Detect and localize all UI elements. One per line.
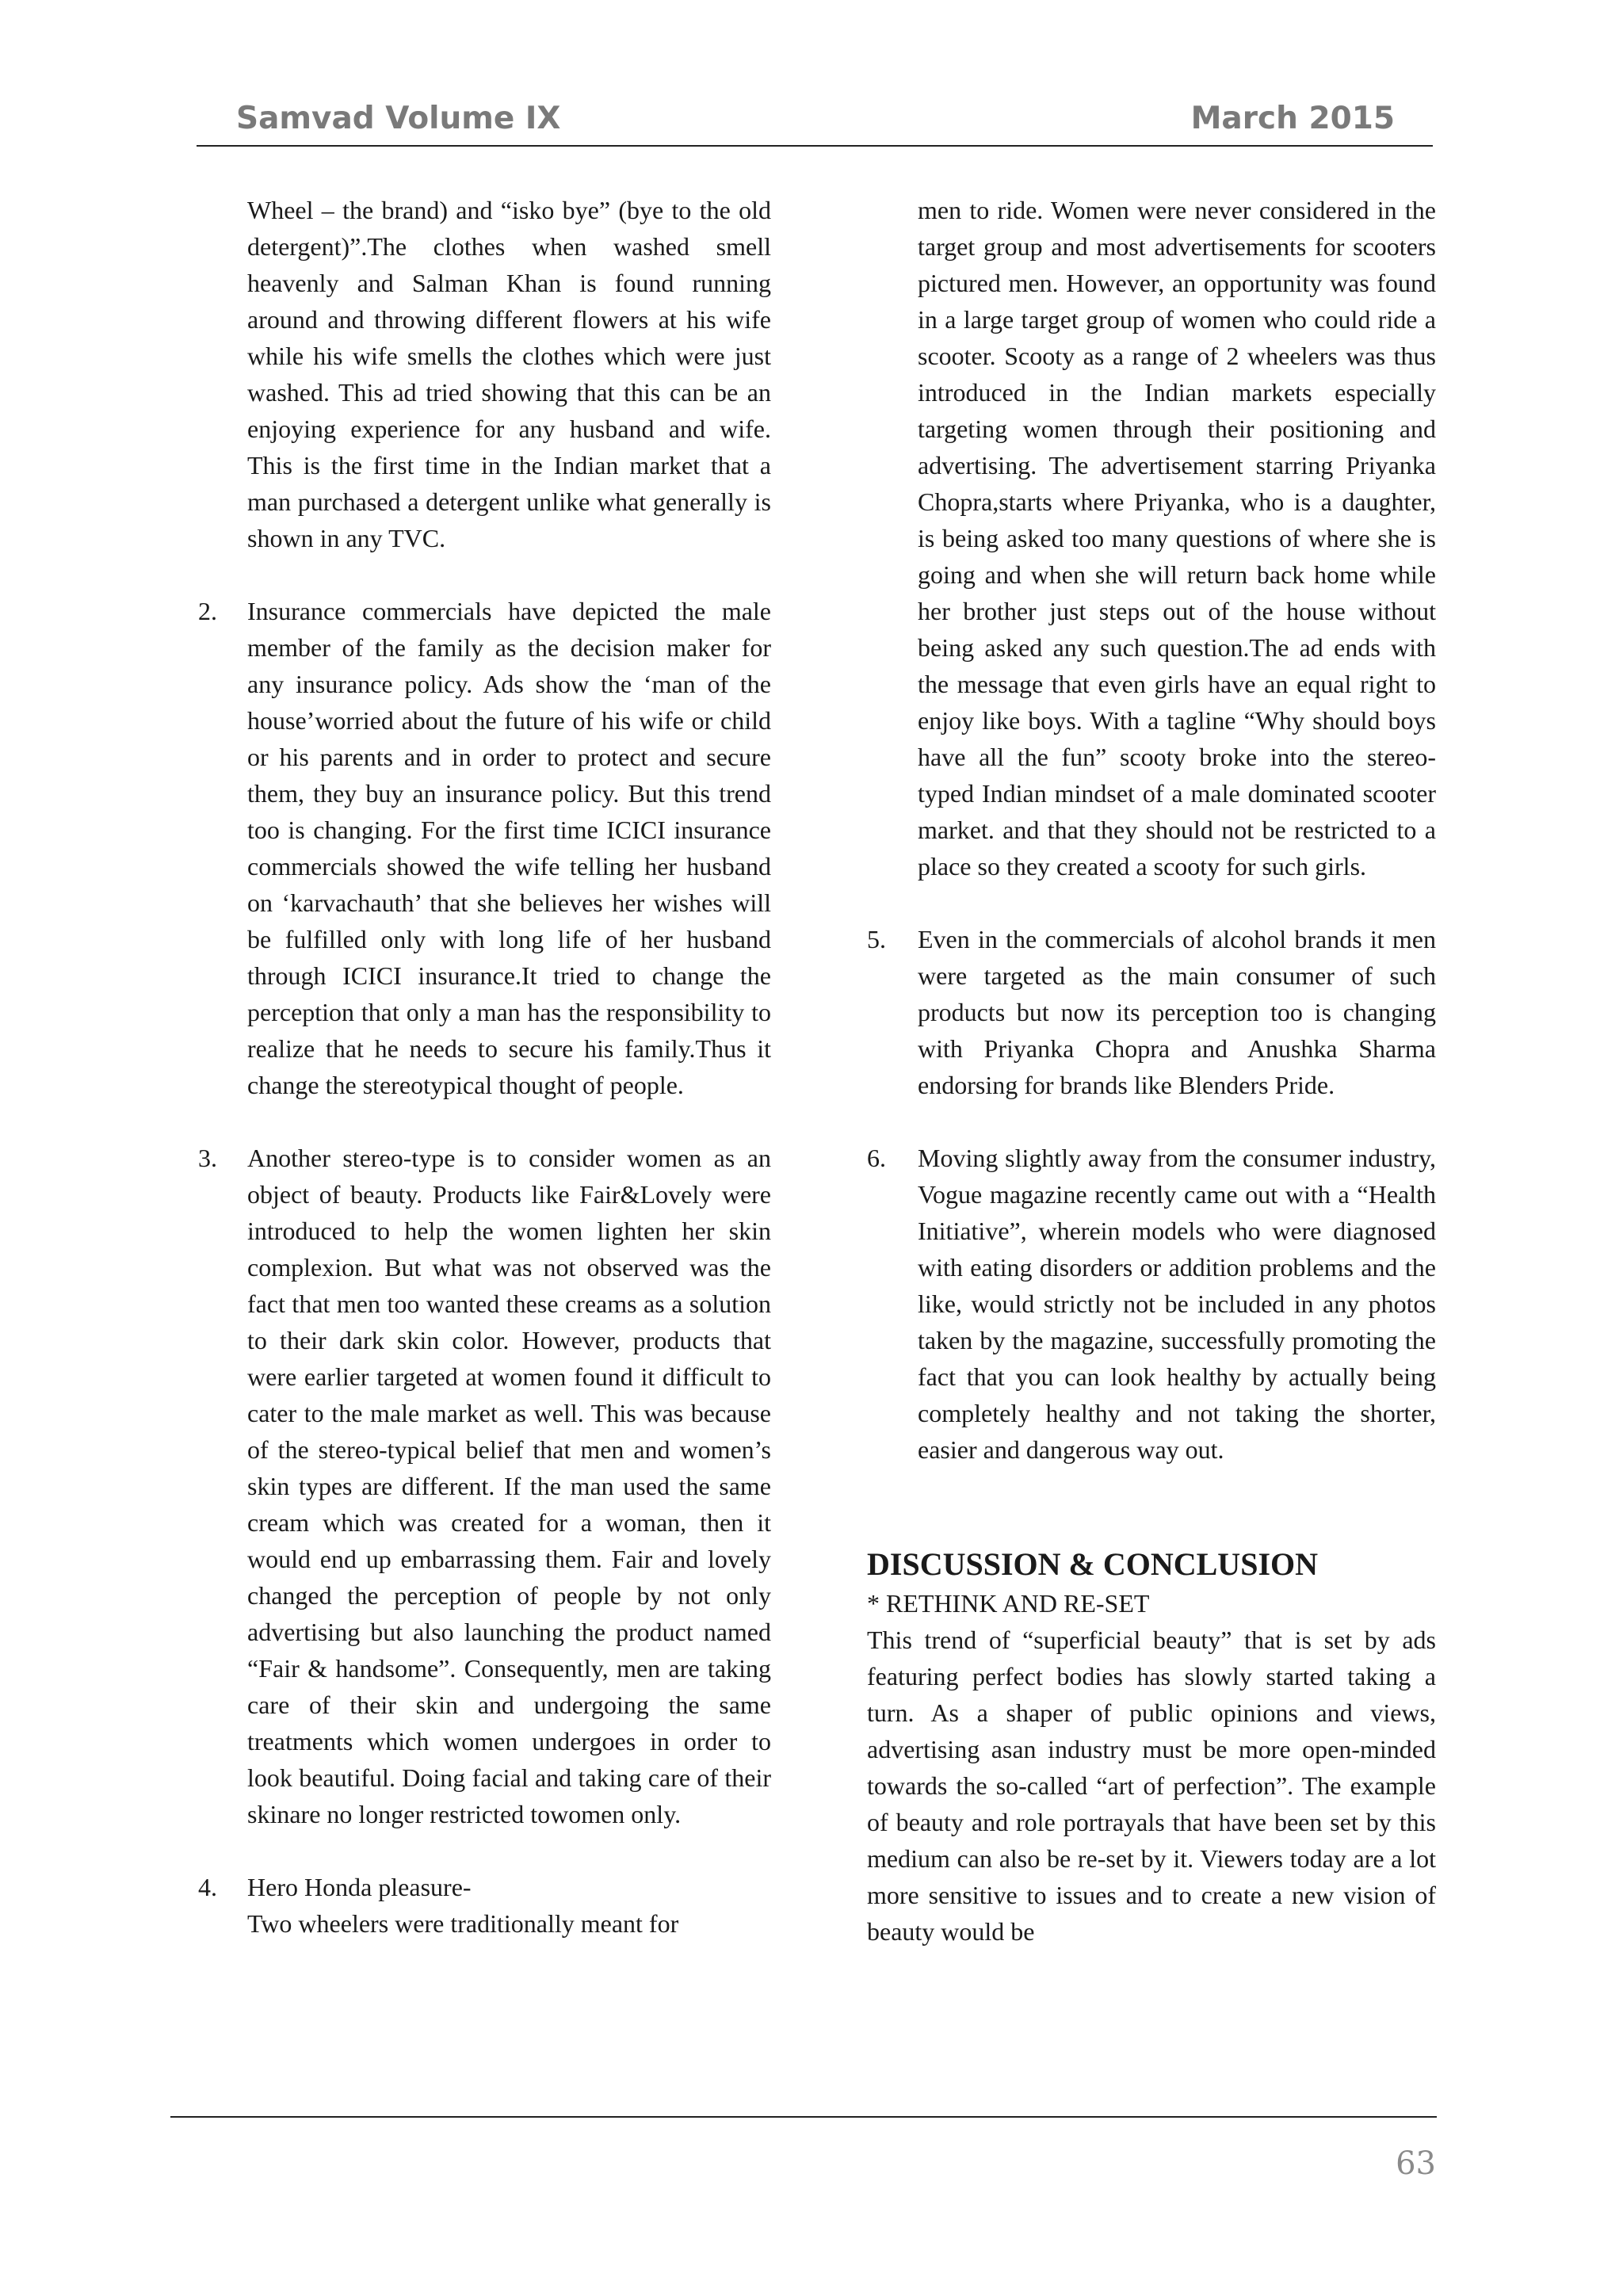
page-number: 63: [1396, 2145, 1436, 2182]
list-item-6: [867, 1140, 1436, 1468]
list-item-text: Insurance commercials have depicted the male member of the family as the decision maker for any insurance policy. Ads show the ‘man of the house’worried about the future of his wife or child or his parents and in order to protect and secure them, they buy an insurance policy. But this trend too is changing. For the first time ICICI insurance commercials showed the wife telling her husband on ‘karvachauth’ that she believes her wishes will be fulfilled only with long life of her husband through ICICI insurance.It tried to change the perception that only a man has the responsibility to realize that he needs to secure his family.Thus it change the stereotypical thought of people.: [247, 597, 771, 1099]
list-number: 5.: [867, 925, 886, 953]
list-item-text: Two wheelers were traditionally meant for: [247, 1909, 679, 1938]
list-item-text: Another stereo-type is to consider women as an object of beauty. Products like Fair&Lovely were introduced to help the women lighten her skin complexion. But what was not observed was the fact that men too wanted these creams as a solution to their dark skin color. However, products that were earlier targeted at women found it difficult to cater to the male market as well. This was because of the stereo-typical belief that men and women’s skin types are different. If the man used the same cream which was created for a woman, then it would end up embarrassing them. Fair and lovely changed the perception of people by not only advertising but also launching the product named “Fair & handsome”. Consequently, men are taking care of their skin and undergoing the same treatments which women undergoes in order to look beautiful. Doing facial and taking care of their skinare no longer restricted towomen only.: [247, 1144, 771, 1828]
list-number: 6.: [867, 1144, 886, 1172]
list-item-4-continued: men to ride. Women were never considered in the target group and most advertisements for scooters pictured men. However, an opportunity was found in a large target group of women who could ride a scooter. Scooty as a range of 2 wheelers was thus introduced in the Indian markets especially targeting women through their positioning and advertising. The advertisement starring Priyanka Chopra,starts where Priyanka, who is a daughter, is being asked too many questions of where she is going and when she will return back home while her brother just steps out of the house without being asked any such question.The ad ends with the message that even girls have an equal right to enjoy like boys. With a tagline “Why should boys have all the fun” scooty broke into the stereo-typed Indian mindset of a male dominated scooter market. and that they should not be restricted to a place so they created a scooty for such girls.: [918, 196, 1436, 881]
list-item-2: [198, 593, 771, 1103]
continued-paragraph: Wheel – the brand) and “isko bye” (bye to the old detergent)”.The clothes when washed smell heavenly and Salman Khan is found running around and throwing different flowers at his wife while his wife smells the clothes which were just washed. This ad tried showing that this can be an enjoying experience for any husband and wife. This is the first time in the Indian market that a man purchased a detergent unlike what generally is shown in any TVC.: [247, 196, 771, 552]
right-column: [867, 192, 1436, 1950]
list-number: 4.: [198, 1873, 217, 1901]
conclusion-paragraph: This trend of “superficial beauty” that is set by ads featuring perfect bodies has slowly started taking a turn. As a shaper of public opinions and views, advertising asan industry must be more open-minded towards the so-called “art of perfection”. The example of beauty and role portrayals that have been set by this medium can also be re-set by it. Viewers today are a lot more sensitive to issues and to create a new vision of beauty would be: [867, 1626, 1436, 1946]
list-item-4: [198, 1869, 771, 1942]
journal-title: Samvad Volume IX: [236, 101, 561, 136]
left-column: [198, 192, 771, 1942]
issue-date: March 2015: [1190, 101, 1395, 136]
list-item-3: [198, 1140, 771, 1832]
list-number: 3.: [198, 1144, 217, 1172]
header-divider: [197, 145, 1433, 147]
list-number: 2.: [198, 597, 217, 625]
list-item-text: Moving slightly away from the consumer industry, Vogue magazine recently came out with a “Health Initiative”, wherein models who were diagnosed with eating disorders or addition problems and the like, would strictly not be included in any photos taken by the magazine, successfully promoting the fact that you can look healthy by actually being completely healthy and not taking the shorter, easier and dangerous way out.: [918, 1144, 1436, 1464]
list-item-5: [867, 921, 1436, 1103]
section-subheading: * RETHINK AND RE-SET: [867, 1589, 1150, 1618]
section-heading: DISCUSSION & CONCLUSION: [867, 1546, 1319, 1582]
footer-divider: [170, 2116, 1437, 2118]
list-item-text: Even in the commercials of alcohol brands it men were targeted as the main consumer of such products but now its perception too is changing with Priyanka Chopra and Anushka Sharma endorsing for brands like Blenders Pride.: [918, 925, 1436, 1099]
list-item-title: Hero Honda pleasure-: [247, 1873, 472, 1901]
